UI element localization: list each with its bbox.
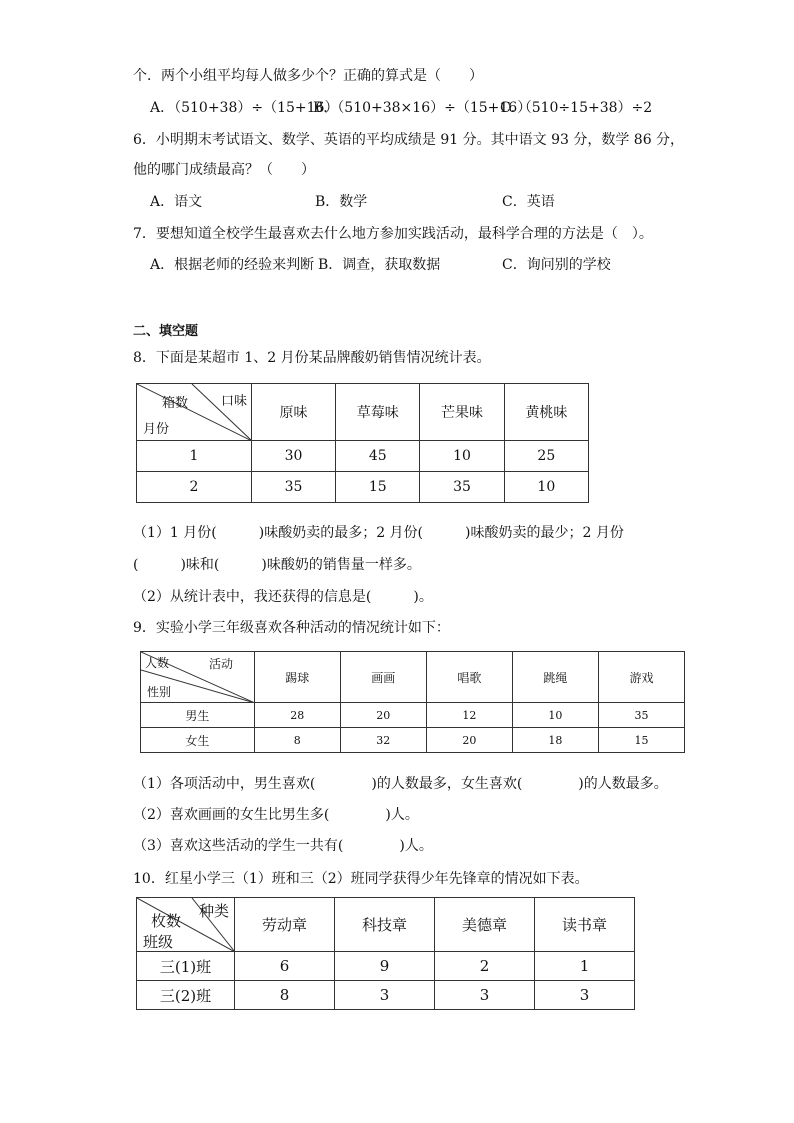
q8-corner-cell — [137, 384, 252, 441]
question-10-stem: 10．红星小学三（1）班和三（2）班同学获得少年先锋章的情况如下表。 — [133, 871, 589, 887]
q8-header: 黄桃味 — [504, 384, 588, 441]
q8-header: 草莓味 — [336, 384, 420, 441]
q8-sub1-line2: ( )味和( )味酸奶的销售量一样多。 — [133, 557, 421, 573]
q6-option-a: A．语文 — [150, 194, 203, 210]
question-7-stem: 7．要想知道全校学生最喜欢去什么地方参加实践活动，最科学合理的方法是（ ）。 — [133, 226, 653, 242]
table-cell: 2 — [435, 952, 535, 981]
table-cell: 8 — [254, 728, 340, 753]
table-row — [141, 703, 685, 728]
q9-table — [140, 651, 685, 753]
question-9-stem: 9．实验小学三年级喜欢各种活动的情况统计如下： — [133, 620, 450, 636]
corner-bottom-left: 性别 — [147, 685, 172, 699]
q10-corner-cell — [137, 898, 235, 952]
option-a: A．（510+38）÷（15+16） — [150, 100, 339, 116]
table-cell: 6 — [235, 952, 335, 981]
corner-top-right: 口味 — [221, 394, 248, 409]
q9-header: 踢球 — [254, 652, 340, 703]
table-cell: 8 — [235, 981, 335, 1010]
question-8-stem: 8．下面是某超市 1、2 月份某品牌酸奶销售情况统计表。 — [133, 350, 491, 366]
q8-sub2: （2）从统计表中，我还获得的信息是( )。 — [133, 589, 433, 605]
table-cell: 32 — [340, 728, 426, 753]
q10-header: 读书章 — [534, 898, 634, 952]
table-cell: 28 — [254, 703, 340, 728]
q8-header: 芒果味 — [420, 384, 504, 441]
row-label: 1 — [137, 441, 252, 472]
table-row — [137, 472, 589, 503]
q9-header: 游戏 — [598, 652, 684, 703]
q10-header: 科技章 — [335, 898, 435, 952]
table-cell: 18 — [512, 728, 598, 753]
q6-option-c: C．英语 — [502, 194, 555, 210]
table-cell: 35 — [251, 472, 335, 503]
table-cell: 20 — [426, 728, 512, 753]
table-cell: 35 — [420, 472, 504, 503]
table-cell: 25 — [504, 441, 588, 472]
q9-header: 跳绳 — [512, 652, 598, 703]
corner-middle: 枚数 — [151, 912, 182, 930]
table-cell: 9 — [335, 952, 435, 981]
q10-header: 美德章 — [435, 898, 535, 952]
q7-option-b: B．调查，获取数据 — [318, 257, 441, 273]
q10-table — [136, 897, 635, 1010]
question-6-line2: 他的哪门成绩最高？（ ） — [133, 162, 315, 178]
table-row — [137, 981, 635, 1010]
q9-corner-cell — [141, 652, 255, 703]
table-cell: 35 — [598, 703, 684, 728]
table-cell: 1 — [534, 952, 634, 981]
q8-header: 原味 — [251, 384, 335, 441]
table-row — [141, 728, 685, 753]
question-6-line1: 6．小明期末考试语文、数学、英语的平均成绩是 91 分。其中语文 93 分，数学 86 分， — [133, 132, 685, 148]
row-label: 男生 — [141, 703, 255, 728]
q8-table — [136, 383, 589, 503]
row-label: 三(1)班 — [137, 952, 235, 981]
q9-header: 画画 — [340, 652, 426, 703]
q10-header: 劳动章 — [235, 898, 335, 952]
table-cell: 15 — [598, 728, 684, 753]
corner-top-right: 种类 — [199, 902, 230, 920]
corner-middle: 箱数 — [162, 396, 189, 411]
table-cell: 3 — [435, 981, 535, 1010]
q7-option-c: C．询问别的学校 — [502, 257, 611, 273]
corner-bottom-left: 班级 — [143, 933, 174, 951]
table-cell: 10 — [420, 441, 504, 472]
table-cell: 10 — [504, 472, 588, 503]
row-label: 女生 — [141, 728, 255, 753]
corner-bottom-left: 月份 — [143, 422, 170, 437]
corner-middle: 人数 — [145, 656, 170, 670]
row-label: 2 — [137, 472, 252, 503]
q7-option-a: A．根据老师的经验来判断 — [150, 257, 315, 273]
q8-sub1-line1: （1）1 月份( )味酸奶卖的最多；2 月份( )味酸奶卖的最少；2 月份 — [133, 525, 624, 541]
table-row — [137, 952, 635, 981]
section-title: 二、填空题 — [133, 324, 199, 339]
row-label: 三(2)班 — [137, 981, 235, 1010]
q9-sub2: （2）喜欢画画的女生比男生多( )人。 — [133, 807, 419, 823]
table-cell: 45 — [336, 441, 420, 472]
question-5-stem: 个．两个小组平均每人做多少个？正确的算式是（ ） — [133, 68, 483, 84]
table-cell: 3 — [335, 981, 435, 1010]
q9-sub3: （3）喜欢这些活动的学生一共有( )人。 — [133, 838, 433, 854]
option-b: B．（510+38×16）÷（15+16） — [313, 100, 532, 116]
table-cell: 10 — [512, 703, 598, 728]
q9-sub1: （1）各项活动中，男生喜欢( )的人数最多，女生喜欢( )的人数最多。 — [133, 776, 668, 792]
q6-option-b: B．数学 — [315, 194, 368, 210]
table-cell: 30 — [251, 441, 335, 472]
table-cell: 12 — [426, 703, 512, 728]
table-cell: 3 — [534, 981, 634, 1010]
corner-top-right: 活动 — [209, 657, 234, 671]
q9-header: 唱歌 — [426, 652, 512, 703]
option-c: C．（510÷15+38）÷2 — [500, 100, 653, 116]
table-cell: 20 — [340, 703, 426, 728]
table-row — [137, 441, 589, 472]
table-cell: 15 — [336, 472, 420, 503]
